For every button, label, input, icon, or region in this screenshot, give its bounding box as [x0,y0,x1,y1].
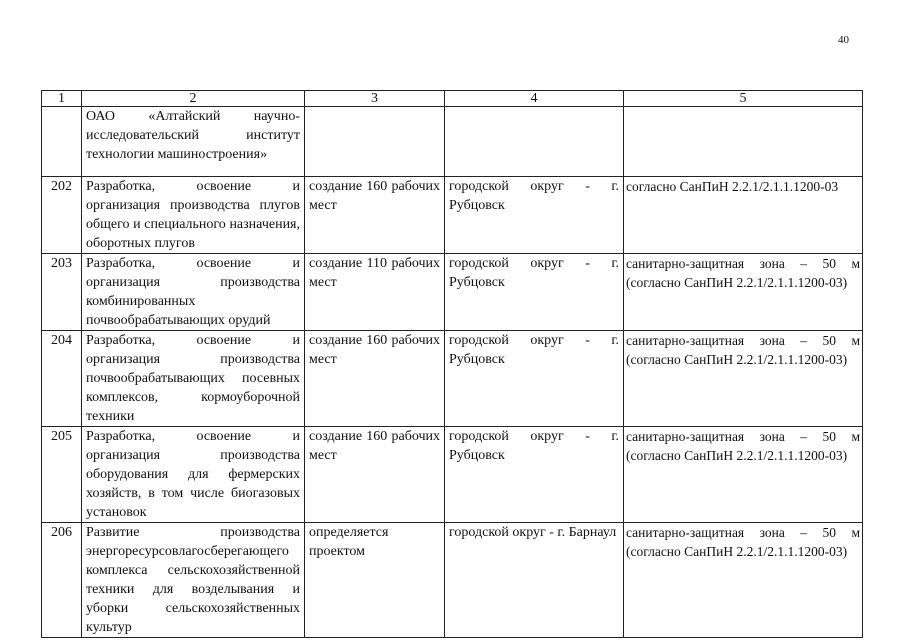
object-zone: санитарно-защитная зона – 50 м (согласно СанПиН 2.2.1/2.1.1.1200-03) [624,523,863,638]
row-number: 205 [42,427,82,523]
object-effect [305,107,445,177]
object-name: ОАО «Алтайский научно-исследовательский институт технологии машиностроения» [82,107,305,177]
object-zone [624,107,863,177]
object-location: городской округ - г. Рубцовск [445,254,624,331]
page-number: 40 [838,34,849,46]
object-location: городской округ - г. Рубцовск [445,177,624,254]
row-number [42,107,82,177]
object-effect: создание 160 рабочих мест [305,427,445,523]
table-row [42,331,863,427]
table-row [42,177,863,254]
object-location: городской округ - г. Рубцовск [445,427,624,523]
table-row [42,427,863,523]
column-header: 2 [82,91,305,107]
objects-table [41,90,863,638]
object-effect: создание 160 рабочих мест [305,331,445,427]
row-number: 203 [42,254,82,331]
object-name: Разработка, освоение и организация производства комбинированных почвообрабатывающих орудий [82,254,305,331]
object-effect: определяется проектом [305,523,445,638]
column-header: 5 [624,91,863,107]
object-zone: санитарно-защитная зона – 50 м (согласно СанПиН 2.2.1/2.1.1.1200-03) [624,427,863,523]
row-number: 204 [42,331,82,427]
table-row [42,254,863,331]
column-header: 4 [445,91,624,107]
object-location: городской округ - г. Рубцовск [445,331,624,427]
object-name: Разработка, освоение и организация производства оборудования для фермерских хозяйств, в том числе биогазовых установок [82,427,305,523]
object-zone: согласно СанПиН 2.2.1/2.1.1.1200-03 [624,177,863,254]
object-name: Разработка, освоение и организация производства почвообрабатывающих посевных комплексов, кормоуборочной техники [82,331,305,427]
object-name: Развитие производства энергоресурсовлагосберегающего комплекса сельскохозяйственной техники для возделывания и уборки сельскохозяйственных культур [82,523,305,638]
row-number: 202 [42,177,82,254]
object-name: Разработка, освоение и организация производства плугов общего и специального назначения, оборотных плугов [82,177,305,254]
object-effect: создание 160 рабочих мест [305,177,445,254]
object-location [445,107,624,177]
column-header: 3 [305,91,445,107]
object-location: городской округ - г. Барнаул [445,523,624,638]
object-effect: создание 110 рабочих мест [305,254,445,331]
object-zone: санитарно-защитная зона – 50 м (согласно СанПиН 2.2.1/2.1.1.1200-03) [624,254,863,331]
row-number: 206 [42,523,82,638]
table-header-row [42,91,863,107]
object-zone: санитарно-защитная зона – 50 м (согласно СанПиН 2.2.1/2.1.1.1200-03) [624,331,863,427]
column-header: 1 [42,91,82,107]
table-row [42,523,863,638]
table-row [42,107,863,177]
